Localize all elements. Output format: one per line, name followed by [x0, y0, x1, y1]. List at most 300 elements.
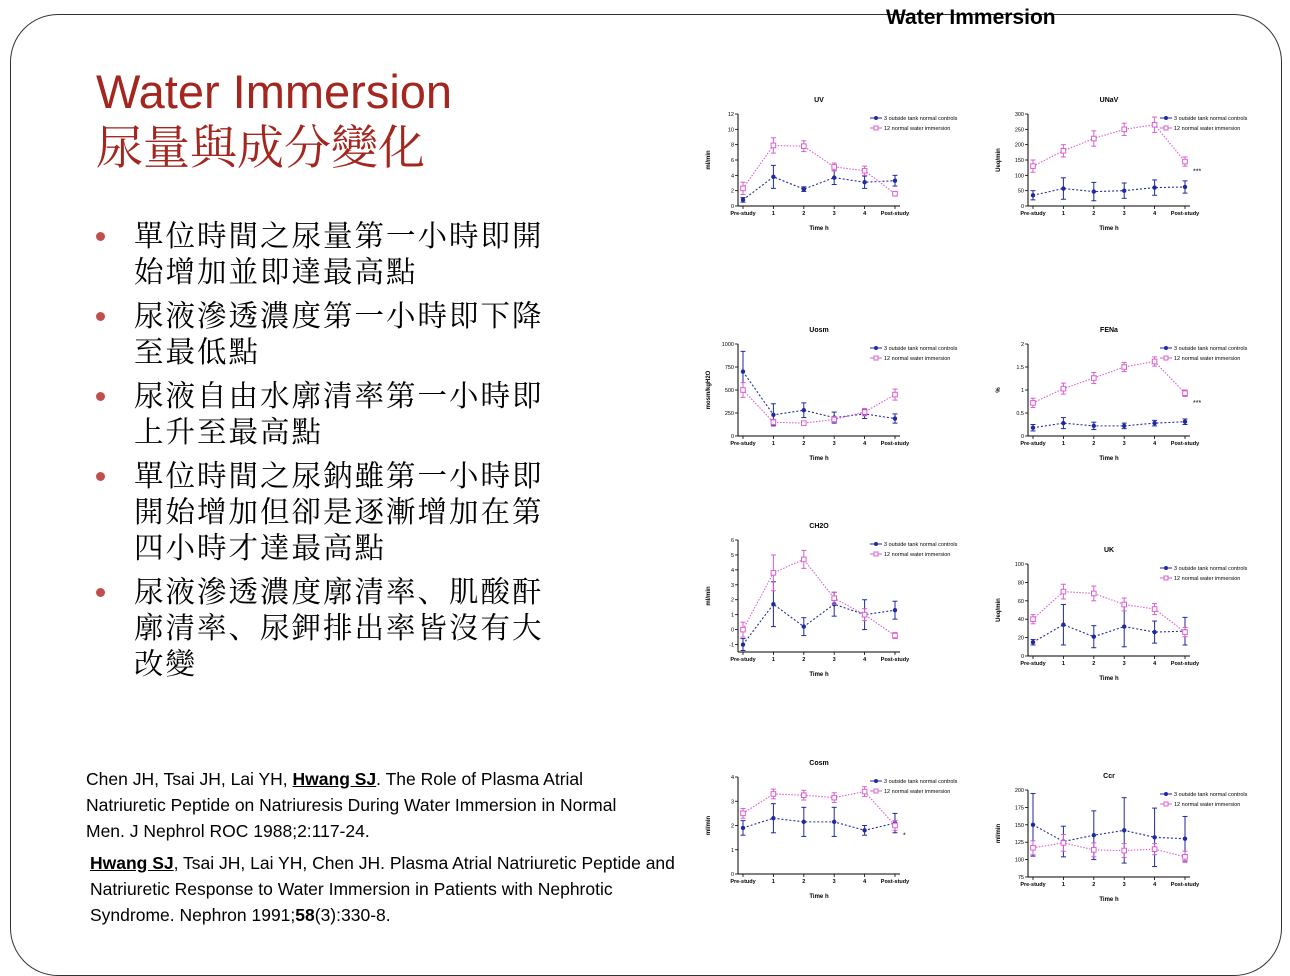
data-point	[771, 420, 776, 425]
data-point	[802, 557, 807, 562]
bullet-line: 至最低點	[134, 335, 261, 369]
series-line	[1033, 361, 1185, 402]
x-tick-label: Post-study	[1170, 211, 1200, 217]
data-point	[832, 417, 837, 422]
x-tick-label: 2	[802, 211, 806, 217]
y-tick-label: 100	[1014, 173, 1024, 180]
chart-svg	[990, 542, 1280, 702]
data-point	[1122, 127, 1127, 132]
x-tick-label: Post-study	[1170, 661, 1200, 667]
x-axis-label: Time h	[809, 456, 829, 462]
y-tick-label: 175	[1014, 805, 1024, 812]
data-point	[802, 408, 806, 412]
data-point	[771, 175, 775, 179]
chart-svg	[990, 322, 1280, 482]
x-tick-label: 4	[863, 879, 867, 885]
y-tick-label: 0	[1020, 204, 1024, 210]
x-axis-label: Time h	[809, 226, 829, 232]
legend-label: 3 outside tank normal controls	[884, 542, 958, 548]
series-controls	[741, 804, 898, 837]
data-point	[1122, 188, 1126, 192]
y-tick-label: 4	[730, 173, 734, 180]
y-tick-label: 0	[730, 627, 734, 634]
significance-annotation: ***	[1193, 400, 1202, 408]
data-point	[1183, 391, 1188, 396]
series-line	[1033, 592, 1185, 632]
y-tick-label: 2	[1020, 342, 1024, 348]
bullet-line: 單位時間之尿鈉雖第一小時即	[134, 459, 544, 493]
page-title	[96, 64, 452, 176]
data-point	[1122, 602, 1127, 607]
data-point	[741, 388, 746, 393]
chart-title: Uosm	[809, 327, 829, 334]
y-tick-label: 20	[1017, 635, 1024, 642]
y-tick-label: 4	[730, 775, 734, 781]
y-tick-label: 12	[727, 112, 734, 118]
chart-title: Cosm	[809, 760, 829, 767]
data-point	[802, 421, 807, 426]
y-tick-label: 100	[1014, 857, 1024, 864]
data-point	[1152, 630, 1156, 634]
data-point	[1092, 591, 1097, 596]
x-tick-label: 2	[1092, 211, 1096, 217]
data-point	[832, 596, 837, 601]
data-point	[893, 633, 898, 638]
data-point	[1061, 386, 1066, 391]
y-tick-label: 50	[1017, 188, 1024, 195]
chart-ch2o	[700, 518, 990, 702]
bullet-line: 廓清率、尿鉀排出率皆沒有大	[134, 611, 544, 645]
y-tick-label: 60	[1017, 598, 1024, 605]
x-axis-label: Time h	[1099, 456, 1119, 462]
data-point	[1031, 640, 1035, 644]
x-tick-label: 2	[1092, 661, 1096, 667]
data-point	[771, 413, 775, 417]
data-point	[832, 175, 836, 179]
data-point	[832, 165, 837, 170]
y-tick-label: 0	[730, 872, 734, 878]
x-axis-label: Time h	[809, 672, 829, 678]
data-point	[1031, 617, 1036, 622]
slide-header: Water Immersion	[886, 6, 1056, 29]
x-tick-label: Post-study	[880, 211, 910, 217]
bullet-line: 尿液滲透濃度第一小時即下降	[134, 299, 544, 333]
data-point	[1183, 420, 1187, 424]
data-point	[802, 793, 807, 798]
legend-marker	[1164, 116, 1168, 120]
y-tick-label: 150	[1014, 158, 1024, 164]
data-point	[802, 624, 806, 628]
x-tick-label: Post-study	[1170, 882, 1200, 888]
x-axis-label: Time h	[1099, 897, 1119, 903]
legend-label: 12 normal water immersion	[1174, 802, 1241, 808]
bullet-line: 始增加並即達最高點	[134, 255, 418, 289]
y-axis-label: mosm/kgH2O	[706, 370, 712, 410]
y-tick-label: 1000	[721, 342, 734, 348]
y-axis-label: ml/min	[706, 586, 712, 606]
y-tick-label: 250	[724, 411, 734, 417]
x-tick-label: 2	[1092, 441, 1096, 447]
x-tick-label: 3	[832, 211, 836, 217]
data-point	[741, 826, 745, 830]
chart-svg	[700, 518, 990, 698]
y-tick-label: 3	[730, 799, 734, 806]
y-tick-label: 2	[730, 597, 734, 604]
x-tick-label: Pre-study	[730, 441, 756, 447]
x-tick-label: 4	[863, 441, 867, 447]
x-tick-label: 1	[1061, 882, 1065, 888]
data-point	[893, 416, 897, 420]
legend-label: 3 outside tank normal controls	[884, 779, 958, 785]
legend-marker	[874, 552, 878, 556]
title-line-english: Water Immersion	[96, 65, 453, 118]
reference-2-post: , Tsai JH, Lai YH, Chen JH. Plasma Atrial Natriuretic Peptide and Natriuretic Response to Water Immersion in Patients with Nephrotic Syndrome. Nephron 1991;	[90, 853, 675, 925]
legend-label: 3 outside tank normal controls	[1174, 116, 1248, 122]
data-point	[1092, 376, 1097, 381]
reference-2-author: Hwang SJ	[90, 853, 174, 873]
series-line	[743, 559, 895, 635]
x-tick-label: 1	[771, 211, 775, 217]
data-point	[832, 820, 836, 824]
legend-marker	[1164, 346, 1168, 350]
series-line	[1033, 125, 1185, 166]
data-point	[1183, 185, 1187, 189]
data-point	[1122, 828, 1126, 832]
data-point	[1183, 837, 1187, 841]
x-tick-label: 3	[832, 441, 836, 447]
data-point	[1152, 607, 1157, 612]
data-point	[1122, 365, 1127, 370]
data-point	[1183, 855, 1188, 860]
x-axis-label: Time h	[809, 894, 829, 900]
x-tick-label: 2	[802, 879, 806, 885]
y-tick-label: 2	[730, 823, 734, 830]
x-tick-label: Pre-study	[730, 211, 756, 217]
data-point	[1061, 841, 1066, 846]
bullet-item	[96, 218, 616, 290]
data-point	[1152, 421, 1156, 425]
data-point	[893, 823, 898, 828]
series-controls	[1031, 178, 1188, 201]
bullet-item	[96, 298, 616, 370]
bullet-item	[96, 378, 616, 450]
bullet-line: 改變	[134, 647, 198, 681]
data-point	[771, 143, 776, 148]
y-tick-label: 75	[1017, 875, 1024, 881]
x-tick-label: 3	[832, 657, 836, 663]
bullet-line: 四小時才達最高點	[134, 531, 387, 565]
legend-marker	[1164, 576, 1168, 580]
chart-svg	[700, 755, 990, 920]
data-point	[893, 608, 897, 612]
y-tick-label: 8	[730, 142, 734, 149]
legend-label: 12 normal water immersion	[1174, 356, 1241, 362]
bullet-item	[96, 458, 616, 566]
x-tick-label: 3	[832, 879, 836, 885]
series-controls	[741, 351, 898, 426]
data-point	[771, 792, 776, 797]
y-tick-label: 150	[1014, 822, 1024, 829]
bullet-line: 上升至最高點	[134, 415, 324, 449]
series-immersion	[1031, 835, 1188, 863]
data-point	[802, 187, 806, 191]
x-tick-label: 3	[1122, 441, 1126, 447]
x-tick-label: 1	[1061, 441, 1065, 447]
chart-svg	[990, 92, 1280, 252]
y-tick-label: 0	[730, 434, 734, 440]
series-line	[743, 604, 895, 644]
x-tick-label: 3	[1122, 661, 1126, 667]
bullet-dot-icon	[96, 232, 105, 241]
reference-1-post: . The Role of Plasma Atrial Natriuretic Peptide on Natriuresis During Water Immersion in Normal Men. J Nephrol ROC 1988;2:117-24.	[86, 769, 617, 841]
y-tick-label: 0	[1020, 654, 1024, 660]
y-tick-label: 40	[1017, 617, 1024, 624]
legend-marker	[874, 116, 878, 120]
data-point	[1031, 164, 1036, 169]
x-axis-label: Time h	[1099, 226, 1119, 232]
legend-label: 12 normal water immersion	[1174, 576, 1241, 582]
series-immersion	[1031, 584, 1188, 636]
chart-title: Ccr	[1103, 773, 1115, 780]
x-tick-label: 4	[863, 211, 867, 217]
data-point	[741, 811, 746, 816]
reference-1-author: Hwang SJ	[292, 769, 377, 789]
y-tick-label: 6	[730, 538, 734, 544]
legend-label: 12 normal water immersion	[884, 552, 951, 558]
data-point	[741, 627, 746, 632]
data-point	[1152, 359, 1157, 364]
bullet-list	[96, 218, 616, 690]
reference-2	[90, 850, 680, 928]
legend-marker	[1164, 126, 1168, 130]
x-tick-label: Pre-study	[1020, 441, 1046, 447]
y-tick-label: 1.5	[1016, 365, 1024, 371]
legend-label: 12 normal water immersion	[1174, 126, 1241, 132]
chart-title: UK	[1103, 547, 1115, 554]
data-point	[1152, 185, 1156, 189]
x-tick-label: 2	[802, 441, 806, 447]
bullet-item	[96, 574, 616, 682]
legend-marker	[1164, 356, 1168, 360]
y-axis-label: Ueq/min	[996, 148, 1002, 172]
y-tick-label: 6	[730, 158, 734, 164]
y-tick-label: 1	[1020, 388, 1024, 394]
data-point	[741, 198, 745, 202]
legend-marker	[1164, 566, 1168, 570]
reference-2-post2: (3):330-8.	[314, 905, 391, 925]
series-line	[743, 818, 895, 830]
x-tick-label: 3	[1122, 882, 1126, 888]
x-tick-label: Post-study	[1170, 441, 1200, 447]
data-point	[862, 789, 867, 794]
y-axis-label: ml/min	[706, 150, 712, 170]
series-line	[1033, 625, 1185, 642]
chart-uosm	[700, 322, 990, 486]
chart-fena	[990, 322, 1280, 486]
data-point	[1061, 149, 1066, 154]
legend-label: 3 outside tank normal controls	[1174, 566, 1248, 572]
data-point	[1183, 159, 1188, 164]
y-tick-label: 100	[1014, 562, 1024, 568]
chart-svg	[990, 768, 1280, 923]
x-tick-label: 2	[1092, 882, 1096, 888]
x-tick-label: 1	[1061, 211, 1065, 217]
data-point	[1031, 401, 1036, 406]
data-point	[862, 828, 866, 832]
legend-label: 3 outside tank normal controls	[1174, 346, 1248, 352]
series-immersion	[741, 550, 898, 638]
x-tick-label: Pre-study	[1020, 882, 1046, 888]
data-point	[1061, 186, 1065, 190]
data-point	[771, 816, 775, 820]
data-point	[893, 179, 897, 183]
x-tick-label: 2	[802, 657, 806, 663]
series-line	[743, 145, 895, 193]
data-point	[1092, 848, 1097, 853]
chart-ccr	[990, 768, 1280, 927]
legend-marker	[874, 126, 878, 130]
y-tick-label: 10	[727, 127, 734, 134]
x-tick-label: Pre-study	[730, 657, 756, 663]
data-point	[1183, 630, 1188, 635]
y-tick-label: 2	[730, 188, 734, 195]
data-point	[741, 642, 745, 646]
chart-uv	[700, 92, 990, 256]
series-immersion	[1031, 357, 1188, 408]
data-point	[771, 571, 776, 576]
data-point	[1031, 426, 1035, 430]
legend-marker	[1164, 802, 1168, 806]
title-line-chinese: 尿量與成分變化	[96, 121, 425, 174]
reference-2-volume: 58	[295, 905, 315, 925]
bullet-dot-icon	[96, 392, 105, 401]
data-point	[802, 144, 807, 149]
x-tick-label: 4	[1153, 882, 1157, 888]
data-point	[1152, 847, 1157, 852]
y-tick-label: 4	[730, 567, 734, 574]
y-tick-label: 125	[1014, 840, 1024, 847]
data-point	[802, 820, 806, 824]
y-tick-label: 1	[730, 847, 734, 854]
x-tick-label: 1	[771, 879, 775, 885]
x-tick-label: 4	[1153, 441, 1157, 447]
data-point	[1092, 189, 1096, 193]
x-tick-label: 1	[771, 657, 775, 663]
data-point	[1152, 122, 1157, 127]
bullet-dot-icon	[96, 312, 105, 321]
legend-marker	[1164, 792, 1168, 796]
bullet-line: 尿液自由水廓清率第一小時即	[134, 379, 544, 413]
x-axis-label: Time h	[1099, 676, 1119, 682]
series-line	[1033, 843, 1185, 857]
chart-cosm	[700, 755, 990, 924]
legend-label: 12 normal water immersion	[884, 126, 951, 132]
legend-label: 3 outside tank normal controls	[884, 346, 958, 352]
data-point	[862, 168, 867, 173]
legend-label: 12 normal water immersion	[884, 356, 951, 362]
data-point	[741, 369, 745, 373]
legend-marker	[874, 346, 878, 350]
data-point	[771, 602, 775, 606]
series-line	[743, 390, 895, 423]
y-tick-label: 500	[724, 388, 734, 394]
x-tick-label: 4	[1153, 661, 1157, 667]
bullet-dot-icon	[96, 588, 105, 597]
series-line	[1033, 825, 1185, 842]
series-line	[743, 372, 895, 419]
y-axis-label: ml/min	[996, 823, 1002, 844]
x-tick-label: 1	[771, 441, 775, 447]
data-point	[832, 795, 837, 800]
data-point	[1092, 136, 1097, 141]
data-point	[1031, 193, 1035, 197]
data-point	[1092, 424, 1096, 428]
data-point	[862, 180, 866, 184]
y-tick-label: 200	[1014, 788, 1024, 794]
series-line	[1033, 422, 1185, 428]
y-tick-label: 0.5	[1016, 411, 1024, 417]
y-tick-label: 250	[1014, 127, 1024, 134]
chart-title: CH2O	[809, 523, 829, 530]
data-point	[1092, 634, 1096, 638]
y-tick-label: 80	[1017, 580, 1024, 587]
data-point	[1061, 589, 1066, 594]
y-tick-label: 1	[730, 612, 734, 619]
bullet-dot-icon	[96, 472, 105, 481]
reference-1-pre: Chen JH, Tsai JH, Lai YH,	[86, 769, 293, 789]
data-point	[1122, 424, 1126, 428]
x-tick-label: Pre-study	[1020, 661, 1046, 667]
data-point	[1092, 833, 1096, 837]
series-controls	[1031, 418, 1188, 431]
y-tick-label: 300	[1014, 112, 1024, 118]
series-immersion	[741, 138, 898, 196]
data-point	[893, 191, 898, 196]
legend-marker	[874, 779, 878, 783]
data-point	[1122, 848, 1127, 853]
x-tick-label: Post-study	[880, 657, 910, 663]
data-point	[1152, 835, 1156, 839]
data-point	[862, 410, 867, 415]
y-axis-label: Ueq/min	[996, 598, 1002, 622]
x-tick-label: Pre-study	[730, 879, 756, 885]
data-point	[1031, 823, 1035, 827]
x-tick-label: 4	[863, 657, 867, 663]
legend-marker	[874, 789, 878, 793]
data-point	[1061, 421, 1065, 425]
data-point	[1031, 845, 1036, 850]
legend-label: 3 outside tank normal controls	[884, 116, 958, 122]
data-point	[893, 392, 898, 397]
y-tick-label: 3	[730, 582, 734, 589]
data-point	[862, 612, 867, 617]
significance-annotation: *	[903, 832, 906, 840]
x-tick-label: 1	[1061, 661, 1065, 667]
y-tick-label: 0	[730, 204, 734, 210]
x-tick-label: Pre-study	[1020, 211, 1046, 217]
chart-title: FENa	[1100, 327, 1118, 334]
series-controls	[1031, 604, 1188, 647]
reference-1	[86, 766, 646, 844]
x-tick-label: Post-study	[880, 879, 910, 885]
series-line	[743, 177, 895, 200]
x-tick-label: 4	[1153, 211, 1157, 217]
y-axis-label: %	[996, 387, 1002, 393]
bullet-line: 單位時間之尿量第一小時即開	[134, 219, 544, 253]
series-immersion	[741, 383, 898, 426]
y-tick-label: 5	[730, 552, 734, 559]
chart-title: UV	[814, 97, 824, 104]
